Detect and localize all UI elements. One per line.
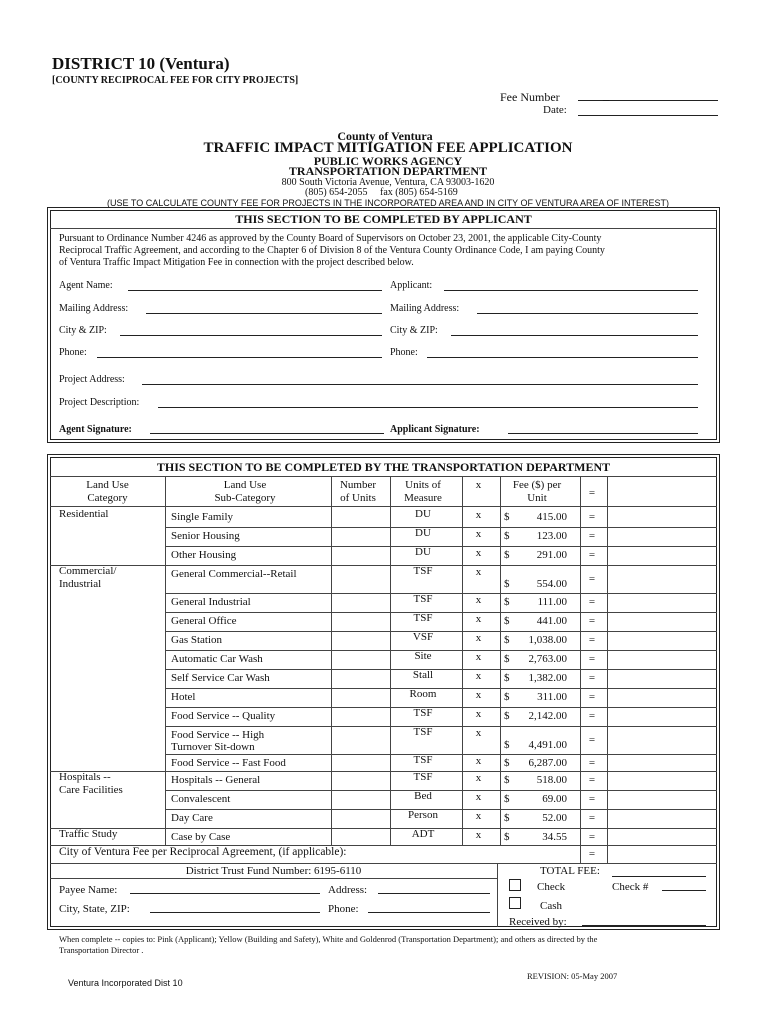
row-subcategory: Gas Station xyxy=(171,634,223,646)
ordinance-text-2: Reciprocal Traffic Agreement, and according to the Chapter 6 of Division 8 of the Ventura County Ordinance Code, I am paying County xyxy=(59,245,605,256)
use-note: (USE TO CALCULATE COUNTY FEE FOR PROJECTS IN THE INCORPORATED AREA AND IN CITY OF VENTURA AREA OF INTEREST) xyxy=(107,198,669,208)
row-subcategory: Senior Housing xyxy=(171,530,240,542)
row-subcategory: Day Care xyxy=(171,812,213,824)
row-subcategory: Food Service -- Fast Food xyxy=(171,757,286,769)
row-multiply: x xyxy=(475,594,482,606)
row-multiply: x xyxy=(475,791,482,803)
row-number-of-units-input[interactable] xyxy=(332,528,389,545)
total-fee-field[interactable] xyxy=(612,876,706,877)
payee-address-field[interactable] xyxy=(378,893,490,894)
row-multiply: x xyxy=(475,727,482,739)
row-equals: = xyxy=(588,793,596,805)
row-total-input[interactable] xyxy=(608,632,716,649)
county-name: County of Ventura xyxy=(337,129,433,143)
payee-phone-field[interactable] xyxy=(368,912,490,913)
district-title: DISTRICT 10 (Ventura) xyxy=(52,54,230,73)
agent-name-label: Agent Name: xyxy=(59,280,113,291)
row-total-input[interactable] xyxy=(608,810,716,827)
row-unit-of-measure: TSF xyxy=(413,726,433,738)
row-unit-of-measure: VSF xyxy=(412,631,434,643)
row-equals: = xyxy=(588,653,596,665)
project-description-field[interactable] xyxy=(158,407,698,408)
transport-heading: THIS SECTION TO BE COMPLETED BY THE TRANSPORTATION DEPARTMENT xyxy=(156,460,611,474)
row-unit-of-measure: TSF xyxy=(413,593,433,605)
payee-city-field[interactable] xyxy=(150,912,320,913)
agent-mailing-label: Mailing Address: xyxy=(59,303,129,314)
row-equals: = xyxy=(588,596,596,608)
row-subcategory: Food Service -- Quality xyxy=(171,710,276,722)
applicant-signature-label: Applicant Signature: xyxy=(390,424,480,435)
row-total-input[interactable] xyxy=(608,791,716,808)
row-number-of-units-input[interactable] xyxy=(332,829,389,844)
department-name: TRANSPORTATION DEPARTMENT xyxy=(288,164,488,178)
row-fee-per-unit: 69.00 xyxy=(542,793,567,805)
row-currency: $ xyxy=(504,691,510,703)
agent-phone-label: Phone: xyxy=(59,347,87,358)
row-equals: = xyxy=(588,757,596,769)
row-currency: $ xyxy=(504,511,510,523)
row-unit-of-measure: TSF xyxy=(413,771,433,783)
row-multiply: x xyxy=(475,509,482,521)
row-fee-per-unit: 6,287.00 xyxy=(528,757,567,769)
row-equals: = xyxy=(588,691,596,703)
received-by-field[interactable] xyxy=(582,925,706,926)
row-currency: $ xyxy=(504,739,510,751)
row-fee-per-unit: 441.00 xyxy=(536,615,567,627)
row-equals: = xyxy=(588,615,596,627)
col-x: x xyxy=(475,479,482,491)
cash-label: Cash xyxy=(540,900,562,912)
row-total-input[interactable] xyxy=(608,727,716,753)
agent-phone-field[interactable] xyxy=(97,357,382,358)
revision-date: REVISION: 05-May 2007 xyxy=(527,971,618,981)
row-total-input[interactable] xyxy=(608,670,716,687)
row-multiply: x xyxy=(475,810,482,822)
applicant-mailing-field[interactable] xyxy=(477,313,698,314)
row-unit-of-measure: TSF xyxy=(413,754,433,766)
row-equals: = xyxy=(588,634,596,646)
row-currency: $ xyxy=(504,710,510,722)
row-equals: = xyxy=(588,549,596,561)
fee-number-value: _ xyxy=(603,88,609,102)
row-subcategory: Self Service Car Wash xyxy=(171,672,270,684)
category-commercial-2: Industrial xyxy=(59,578,102,590)
row-unit-of-measure: TSF xyxy=(413,612,433,624)
category-hospitals-1: Hospitals -- xyxy=(59,771,111,783)
category-residential: Residential xyxy=(59,508,109,520)
row-number-of-units-input[interactable] xyxy=(332,594,389,611)
row-fee-per-unit: 2,142.00 xyxy=(528,710,567,722)
row-number-of-units-input[interactable] xyxy=(332,566,389,592)
row-equals: = xyxy=(588,672,596,684)
form-identifier: Ventura Incorporated Dist 10 xyxy=(68,978,183,988)
row-multiply: x xyxy=(475,670,482,682)
row-equals: = xyxy=(588,530,596,542)
row-currency: $ xyxy=(504,793,510,805)
col-units-1: Units of xyxy=(405,479,441,491)
row-equals: = xyxy=(588,812,596,824)
row-fee-per-unit: 311.00 xyxy=(537,691,567,703)
row-currency: $ xyxy=(504,634,510,646)
row-currency: $ xyxy=(504,672,510,684)
city-fee-equals: = xyxy=(588,848,596,860)
row-subcategory-line2: Turnover Sit-down xyxy=(171,741,255,753)
check-number-field[interactable] xyxy=(662,890,706,891)
col-num-1: Number xyxy=(339,479,377,491)
row-total-input[interactable] xyxy=(608,509,716,526)
check-label: Check xyxy=(537,881,566,893)
row-currency: $ xyxy=(504,615,510,627)
row-total-input[interactable] xyxy=(608,651,716,668)
row-total-input[interactable] xyxy=(608,547,716,564)
row-currency: $ xyxy=(504,578,510,590)
row-equals: = xyxy=(588,573,596,585)
row-total-input[interactable] xyxy=(608,613,716,630)
row-unit-of-measure: DU xyxy=(415,546,431,558)
row-subcategory: Other Housing xyxy=(171,549,237,561)
row-equals: = xyxy=(588,831,596,843)
row-subcategory: Hospitals -- General xyxy=(171,774,261,786)
city-fee-row-label: City of Ventura Fee per Reciprocal Agreement, (if applicable): xyxy=(59,846,347,858)
row-currency: $ xyxy=(504,831,510,843)
row-currency: $ xyxy=(504,549,510,561)
row-fee-per-unit: 415.00 xyxy=(536,511,567,523)
form-title: TRAFFIC IMPACT MITIGATION FEE APPLICATION xyxy=(203,140,573,156)
row-number-of-units-input[interactable] xyxy=(332,727,389,753)
copies-note-2: Transportation Director . xyxy=(59,945,144,955)
col-num-2: of Units xyxy=(340,492,376,504)
row-multiply: x xyxy=(475,755,482,767)
row-fee-per-unit: 111.00 xyxy=(537,596,567,608)
row-multiply: x xyxy=(475,772,482,784)
row-currency: $ xyxy=(504,530,510,542)
col-sub-2: Sub-Category xyxy=(214,492,276,504)
row-equals: = xyxy=(588,734,596,746)
col-fee-2: Unit xyxy=(527,492,547,504)
row-subcategory: General Office xyxy=(171,615,237,627)
row-number-of-units-input[interactable] xyxy=(332,810,389,827)
row-currency: $ xyxy=(504,757,510,769)
copies-note-1: When complete -- copies to: Pink (Applicant); Yellow (Building and Safety), White and Goldenrod (Transportation Department); and others as directed by the xyxy=(59,934,598,944)
row-unit-of-measure: Bed xyxy=(414,790,432,802)
col-eq: = xyxy=(588,487,596,499)
applicant-mailing-label: Mailing Address: xyxy=(390,303,460,314)
row-multiply: x xyxy=(475,613,482,625)
row-currency: $ xyxy=(504,774,510,786)
row-subcategory: Single Family xyxy=(171,511,234,523)
applicant-city-label: City & ZIP: xyxy=(390,325,438,336)
row-unit-of-measure: Person xyxy=(408,809,438,821)
row-unit-of-measure: DU xyxy=(415,508,431,520)
row-number-of-units-input[interactable] xyxy=(332,509,389,526)
payee-name-field[interactable] xyxy=(130,893,320,894)
row-fee-per-unit: 518.00 xyxy=(536,774,567,786)
agent-signature-label: Agent Signature: xyxy=(59,424,132,435)
row-subcategory: General Commercial--Retail xyxy=(171,568,297,580)
date-field[interactable] xyxy=(578,114,718,116)
col-category-2: Category xyxy=(87,492,128,504)
check-checkbox[interactable] xyxy=(509,879,521,891)
row-multiply: x xyxy=(475,632,482,644)
row-fee-per-unit: 123.00 xyxy=(536,530,567,542)
col-sub-1: Land Use xyxy=(223,479,267,491)
row-number-of-units-input[interactable] xyxy=(332,613,389,630)
row-total-input[interactable] xyxy=(608,528,716,545)
row-fee-per-unit: 34.55 xyxy=(542,831,567,843)
agent-signature-field[interactable] xyxy=(150,433,384,434)
department-phone: (805) 654-2055 xyxy=(305,187,368,198)
agent-city-label: City & ZIP: xyxy=(59,325,107,336)
row-number-of-units-input[interactable] xyxy=(332,689,389,706)
row-equals: = xyxy=(588,710,596,722)
row-number-of-units-input[interactable] xyxy=(332,791,389,808)
applicant-phone-field[interactable] xyxy=(427,357,698,358)
row-currency: $ xyxy=(504,812,510,824)
check-number-label: Check # xyxy=(612,881,649,893)
row-unit-of-measure: TSF xyxy=(413,565,433,577)
row-unit-of-measure: ADT xyxy=(411,828,435,840)
row-number-of-units-input[interactable] xyxy=(332,708,389,725)
department-fax: fax (805) 654-5169 xyxy=(380,187,458,198)
row-total-input[interactable] xyxy=(608,755,716,770)
row-equals: = xyxy=(588,774,596,786)
row-subcategory: Case by Case xyxy=(171,831,231,843)
row-subcategory: Automatic Car Wash xyxy=(171,653,263,665)
row-subcategory: General Industrial xyxy=(171,596,251,608)
row-multiply: x xyxy=(475,708,482,720)
row-total-input[interactable] xyxy=(608,772,716,789)
row-unit-of-measure: Stall xyxy=(412,669,434,681)
row-currency: $ xyxy=(504,596,510,608)
project-address-field[interactable] xyxy=(142,384,698,385)
row-unit-of-measure: Room xyxy=(409,688,437,700)
received-by-label: Received by: xyxy=(509,916,567,928)
agency-name: PUBLIC WORKS AGENCY xyxy=(313,154,463,168)
row-total-input[interactable] xyxy=(608,708,716,725)
district-fund-number: District Trust Fund Number: 6195-6110 xyxy=(185,865,362,877)
row-number-of-units-input[interactable] xyxy=(332,632,389,649)
category-hospitals-2: Care Facilities xyxy=(59,784,123,796)
agent-city-field[interactable] xyxy=(120,335,382,336)
row-number-of-units-input[interactable] xyxy=(332,755,389,770)
agent-name-field[interactable] xyxy=(128,290,382,291)
applicant-field[interactable] xyxy=(444,290,698,291)
row-fee-per-unit: 1,382.00 xyxy=(528,672,567,684)
col-units-2: Measure xyxy=(404,492,442,504)
category-traffic-study: Traffic Study xyxy=(59,828,118,840)
row-fee-per-unit: 291.00 xyxy=(536,549,567,561)
category-commercial-1: Commercial/ xyxy=(59,565,117,577)
row-unit-of-measure: Site xyxy=(414,650,432,662)
row-total-input[interactable] xyxy=(608,594,716,611)
applicant-city-field[interactable] xyxy=(451,335,698,336)
applicant-signature-field[interactable] xyxy=(508,433,698,434)
row-number-of-units-input[interactable] xyxy=(332,651,389,668)
payee-address-label: Address: xyxy=(328,884,368,896)
department-address: 800 South Victoria Avenue, Ventura, CA 93003-1620 xyxy=(281,177,495,188)
row-subcategory: Convalescent xyxy=(171,793,231,805)
fee-number-field[interactable] xyxy=(578,99,718,101)
col-category-1: Land Use xyxy=(86,479,129,491)
row-unit-of-measure: DU xyxy=(415,527,431,539)
applicant-heading: THIS SECTION TO BE COMPLETED BY APPLICANT xyxy=(235,212,532,226)
cash-checkbox[interactable] xyxy=(509,897,521,909)
applicant-label: Applicant: xyxy=(390,280,433,291)
payee-city-label: City, State, ZIP: xyxy=(59,903,130,915)
col-fee-1: Fee ($) per xyxy=(512,479,562,491)
row-multiply: x xyxy=(475,547,482,559)
row-multiply: x xyxy=(475,528,482,540)
applicant-phone-label: Phone: xyxy=(390,347,418,358)
row-number-of-units-input[interactable] xyxy=(332,670,389,687)
row-multiply: x xyxy=(475,566,482,578)
project-address-label: Project Address: xyxy=(59,374,125,385)
project-description-label: Project Description: xyxy=(59,397,140,408)
row-total-input[interactable] xyxy=(608,829,716,844)
fee-number-label: Fee Number xyxy=(500,90,560,104)
district-subtitle: [COUNTY RECIPROCAL FEE FOR CITY PROJECTS] xyxy=(52,75,299,86)
row-currency: $ xyxy=(504,653,510,665)
date-label: Date: xyxy=(543,104,567,116)
row-total-input[interactable] xyxy=(608,566,716,592)
agent-mailing-field[interactable] xyxy=(146,313,382,314)
row-multiply: x xyxy=(475,689,482,701)
row-fee-per-unit: 554.00 xyxy=(536,578,567,590)
payee-name-label: Payee Name: xyxy=(59,884,118,896)
row-total-input[interactable] xyxy=(608,689,716,706)
row-subcategory: Hotel xyxy=(171,691,196,703)
row-unit-of-measure: TSF xyxy=(413,707,433,719)
ordinance-text-3: of Ventura Traffic Impact Mitigation Fee in connection with the project described below. xyxy=(59,257,414,268)
row-fee-per-unit: 52.00 xyxy=(542,812,567,824)
row-fee-per-unit: 4,491.00 xyxy=(528,739,567,751)
row-multiply: x xyxy=(475,829,482,841)
row-number-of-units-input[interactable] xyxy=(332,772,389,789)
row-multiply: x xyxy=(475,651,482,663)
row-equals: = xyxy=(588,511,596,523)
row-fee-per-unit: 2,763.00 xyxy=(528,653,567,665)
row-number-of-units-input[interactable] xyxy=(332,547,389,564)
total-fee-label: TOTAL FEE: xyxy=(540,865,600,877)
payee-phone-label: Phone: xyxy=(328,903,359,915)
row-subcategory: Food Service -- High xyxy=(171,729,265,741)
row-fee-per-unit: 1,038.00 xyxy=(528,634,567,646)
ordinance-text-1: Pursuant to Ordinance Number 4246 as approved by the County Board of Supervisors on October 23, 2001, the applicable City-County xyxy=(59,233,602,244)
city-fee-amount-field[interactable] xyxy=(607,843,717,863)
